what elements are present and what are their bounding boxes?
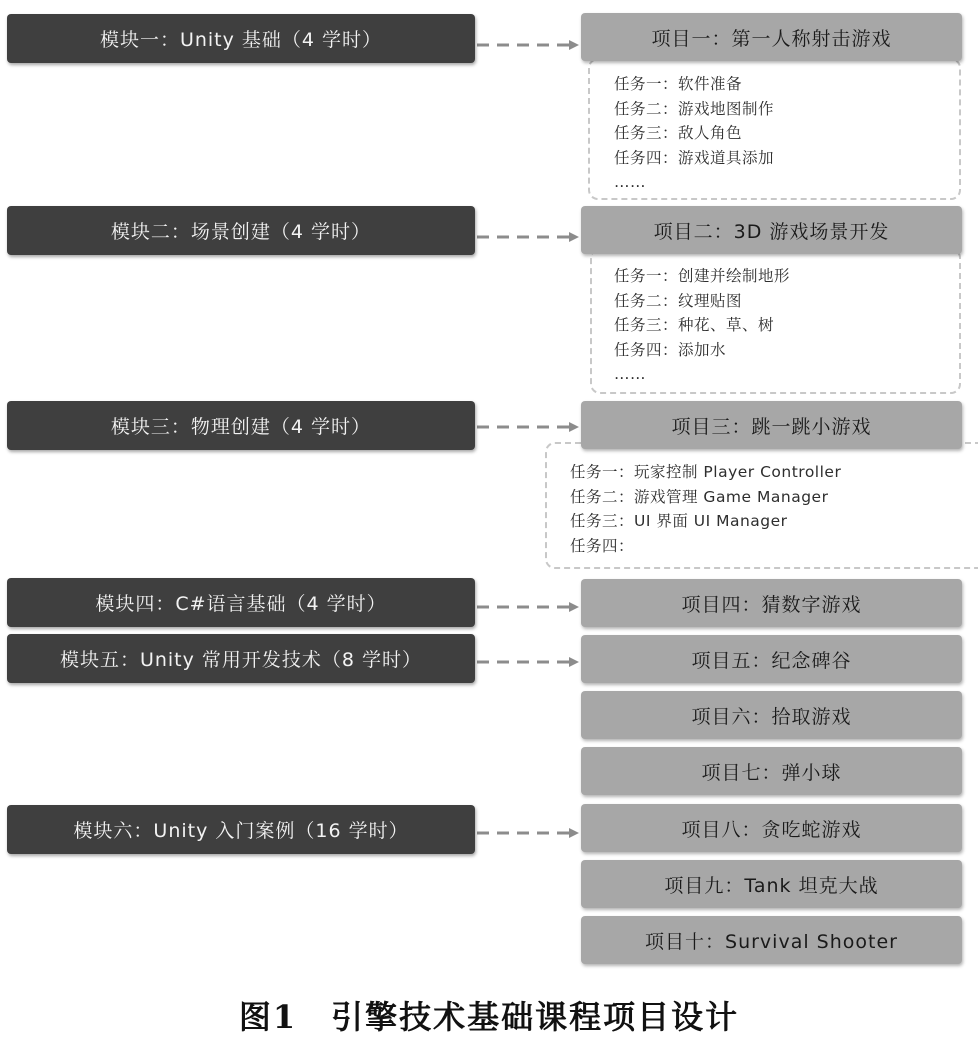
project-3-label: 项目三：跳一跳小游戏 [671, 415, 872, 438]
project-5-box [581, 635, 962, 683]
module-3-label: 模块三：物理创建（4 学时） [110, 416, 372, 438]
project-7-box [581, 747, 962, 795]
project-10-box [581, 916, 962, 964]
task-item: 任务一：玩家控制 Player Controller [570, 463, 842, 481]
figure-caption: 图1 引擎技术基础课程项目设计 [238, 998, 740, 1036]
task-item: 任务三：种花、草、树 [614, 316, 775, 334]
task-item: 任务一：软件准备 [614, 75, 743, 93]
task-item: 任务四： [570, 536, 635, 555]
project-1-label: 项目一：第一人称射击游戏 [651, 27, 892, 50]
module-4-label: 模块四：C#语言基础（4 学时） [95, 593, 387, 615]
project-4-box [581, 579, 962, 627]
task-list-project-2 [614, 264, 790, 387]
task-item: 任务四：游戏道具添加 [614, 148, 775, 167]
task-ellipsis: …… [614, 365, 646, 383]
module-1-box [7, 14, 475, 63]
module-5-label: 模块五：Unity 常用开发技术（8 学时） [59, 649, 423, 671]
project-2-label: 项目二：3D 游戏场景开发 [653, 220, 890, 243]
task-list-project-3 [570, 460, 841, 558]
task-item: 任务二：纹理贴图 [614, 291, 743, 310]
module-4-box [7, 578, 475, 627]
module-1-label: 模块一：Unity 基础（4 学时） [99, 29, 383, 51]
task-item: 任务三：UI 界面 UI Manager [570, 512, 788, 530]
task-item: 任务四：添加水 [614, 340, 727, 359]
project-9-box [581, 860, 962, 908]
project-1-box [581, 13, 962, 61]
module-6-box [7, 805, 475, 854]
module-3-box [7, 401, 475, 450]
project-8-box [581, 804, 962, 852]
project-8-label: 项目八：贪吃蛇游戏 [681, 818, 862, 841]
project-10-label: 项目十：Survival Shooter [645, 930, 898, 953]
task-ellipsis: …… [614, 173, 646, 191]
project-4-label: 项目四：猜数字游戏 [681, 593, 862, 616]
project-6-label: 项目六：拾取游戏 [691, 705, 852, 728]
task-item: 任务一：创建并绘制地形 [614, 267, 791, 285]
project-2-box [581, 206, 962, 254]
project-3-box [581, 401, 962, 449]
module-6-label: 模块六：Unity 入门案例（16 学时） [73, 820, 409, 842]
module-2-box [7, 206, 475, 255]
project-9-label: 项目九：Tank 坦克大战 [664, 874, 879, 897]
project-6-box [581, 691, 962, 739]
task-item: 任务二：游戏地图制作 [614, 99, 775, 118]
module-2-label: 模块二：场景创建（4 学时） [110, 221, 372, 243]
project-7-label: 项目七：弹小球 [701, 761, 842, 784]
task-item: 任务二：游戏管理 Game Manager [570, 487, 829, 506]
module-5-box [7, 634, 475, 683]
task-item: 任务三：敌人角色 [614, 124, 743, 142]
task-list-project-1 [614, 72, 774, 195]
project-5-label: 项目五：纪念碑谷 [691, 649, 852, 672]
